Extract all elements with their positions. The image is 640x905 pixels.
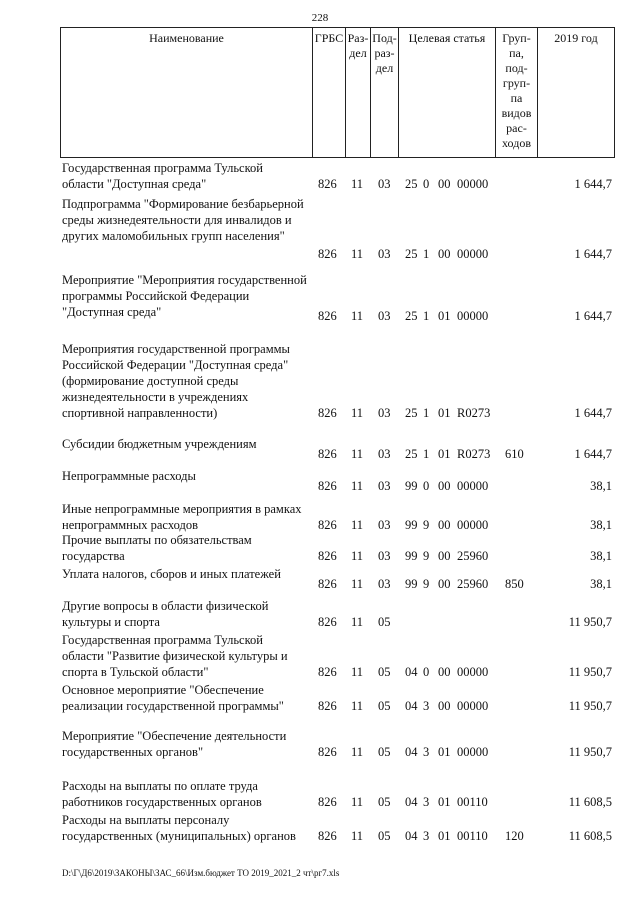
row-grbs: 826 (318, 549, 337, 563)
row-t3: 01 (438, 309, 451, 323)
row-amount: 11 950,7 (568, 745, 612, 759)
row-t1: 99 (405, 518, 418, 532)
row-grbs: 826 (318, 615, 337, 629)
row-t4: 00110 (457, 795, 488, 809)
row-t4: 00000 (457, 309, 489, 323)
row-name: Подпрограмма "Формирование безбарьерной среды жизнедеятельности для инвалидов и других маломобильных групп населения" (62, 197, 304, 243)
row-t4: 00110 (457, 829, 488, 843)
row-t4: 00000 (457, 518, 489, 532)
header-name: Наименование (60, 27, 312, 158)
row-podrazdel: 03 (378, 247, 391, 261)
row-amount: 11 950,7 (568, 615, 612, 629)
row-razdel: 11 (351, 699, 364, 713)
row-amount: 1 644,7 (574, 406, 612, 420)
row-razdel: 11 (351, 795, 364, 809)
row-razdel: 11 (351, 615, 364, 629)
row-grbs: 826 (318, 665, 337, 679)
row-amount: 38,1 (590, 577, 612, 591)
table-row (0, 196, 640, 262)
row-name: Субсидии бюджетным учреждениям (62, 437, 257, 451)
row-name: Прочие выплаты по обязательствам государства (62, 533, 252, 563)
row-name: Непрограммные расходы (62, 469, 196, 483)
table-row (0, 160, 640, 192)
table-row (0, 728, 640, 760)
page-number: 228 (311, 12, 329, 24)
row-t4: 00000 (457, 479, 489, 493)
row-name: Мероприятие "Обеспечение деятельности государственных органов" (62, 729, 287, 759)
row-t1: 99 (405, 549, 418, 563)
row-t2: 1 (423, 309, 430, 323)
table-row (0, 341, 640, 421)
row-t4: 25960 (457, 549, 489, 563)
row-razdel: 11 (351, 447, 364, 461)
row-razdel: 11 (351, 745, 364, 759)
row-podrazdel: 05 (378, 699, 391, 713)
row-name: Уплата налогов, сборов и иных платежей (62, 567, 281, 581)
row-t2: 3 (423, 699, 430, 713)
row-amount: 1 644,7 (574, 309, 612, 323)
row-t1: 04 (405, 795, 418, 809)
row-razdel: 11 (351, 549, 364, 563)
row-t2: 9 (423, 518, 430, 532)
row-podrazdel: 03 (378, 518, 391, 532)
row-t4: 25960 (457, 577, 489, 591)
row-t3: 01 (438, 447, 451, 461)
header-grbs: ГРБС (312, 27, 345, 158)
row-t3: 00 (438, 247, 451, 261)
row-razdel: 11 (351, 829, 364, 843)
row-t3: 00 (438, 665, 451, 679)
row-t3: 01 (438, 829, 451, 843)
row-podrazdel: 03 (378, 549, 391, 563)
file-path-footer: D:\Г\Д6\2019\ЗАКОНЫ\ЗАС_66\Изм.бюджет ТО 2019_2021_2 чт\рг7.xls (62, 868, 340, 878)
row-podrazdel: 03 (378, 577, 391, 591)
row-amount: 38,1 (590, 549, 612, 563)
table-row (0, 632, 640, 680)
header-year: 2019 год (537, 27, 615, 158)
row-t4: 00000 (457, 699, 489, 713)
row-t3: 00 (438, 699, 451, 713)
row-t3: 00 (438, 177, 451, 191)
row-t4: 00000 (457, 745, 489, 759)
row-t2: 9 (423, 549, 430, 563)
row-t2: 1 (423, 406, 430, 420)
table-row (0, 566, 640, 592)
row-t4: 00000 (457, 177, 489, 191)
table-row (0, 532, 640, 564)
row-t1: 04 (405, 665, 418, 679)
row-razdel: 11 (351, 665, 364, 679)
row-grbs: 826 (318, 745, 337, 759)
row-amount: 38,1 (590, 518, 612, 532)
row-t3: 01 (438, 406, 451, 420)
row-name: Основное мероприятие "Обеспечение реализации государственной программы" (62, 683, 284, 713)
row-podrazdel: 05 (378, 795, 391, 809)
row-group: 610 (505, 447, 524, 461)
row-t1: 99 (405, 577, 418, 591)
row-razdel: 11 (351, 406, 364, 420)
row-t2: 3 (423, 745, 430, 759)
row-amount: 38,1 (590, 479, 612, 493)
row-t2: 3 (423, 795, 430, 809)
row-t2: 3 (423, 829, 430, 843)
row-podrazdel: 03 (378, 177, 391, 191)
row-t1: 25 (405, 177, 418, 191)
row-group: 120 (505, 829, 524, 843)
row-name: Государственная программа Тульской области "Доступная среда" (62, 161, 263, 191)
row-t3: 01 (438, 795, 451, 809)
row-amount: 11 950,7 (568, 665, 612, 679)
row-grbs: 826 (318, 699, 337, 713)
row-podrazdel: 03 (378, 479, 391, 493)
row-podrazdel: 03 (378, 406, 391, 420)
table-row (0, 468, 640, 494)
row-amount: 11 950,7 (568, 699, 612, 713)
row-podrazdel: 05 (378, 829, 391, 843)
row-t3: 00 (438, 577, 451, 591)
row-grbs: 826 (318, 177, 337, 191)
row-grbs: 826 (318, 309, 337, 323)
row-grbs: 826 (318, 795, 337, 809)
row-grbs: 826 (318, 247, 337, 261)
row-razdel: 11 (351, 518, 364, 532)
row-t1: 25 (405, 406, 418, 420)
row-amount: 1 644,7 (574, 177, 612, 191)
row-t1: 04 (405, 699, 418, 713)
row-podrazdel: 05 (378, 615, 391, 629)
row-t3: 00 (438, 549, 451, 563)
row-t3: 01 (438, 745, 451, 759)
row-t2: 1 (423, 247, 430, 261)
row-t3: 00 (438, 518, 451, 532)
header-group: Груп- па, под- груп- па видов рас- ходов (495, 27, 537, 158)
row-podrazdel: 05 (378, 745, 391, 759)
table-row (0, 812, 640, 844)
row-name: Расходы на выплаты персоналу государственных (муниципальных) органов (62, 813, 296, 843)
row-t2: 0 (423, 479, 430, 493)
table-row (0, 682, 640, 714)
row-razdel: 11 (351, 177, 364, 191)
row-grbs: 826 (318, 518, 337, 532)
row-group: 850 (505, 577, 524, 591)
row-amount: 1 644,7 (574, 247, 612, 261)
row-t2: 0 (423, 177, 430, 191)
row-razdel: 11 (351, 577, 364, 591)
header-target-article: Целевая статья (398, 27, 495, 158)
row-t1: 25 (405, 447, 418, 461)
row-podrazdel: 05 (378, 665, 391, 679)
row-t3: 00 (438, 479, 451, 493)
row-t1: 04 (405, 829, 418, 843)
row-t4: 00000 (457, 665, 489, 679)
row-t4: R0273 (457, 447, 491, 461)
row-razdel: 11 (351, 309, 364, 323)
row-name: Государственная программа Тульской области "Развитие физической культуры и спорта в Тульской области" (62, 633, 288, 679)
row-name: Другие вопросы в области физической культуры и спорта (62, 599, 269, 629)
row-name: Иные непрограммные мероприятия в рамках непрограммных расходов (62, 502, 302, 532)
row-amount: 11 608,5 (568, 829, 612, 843)
row-amount: 1 644,7 (574, 447, 612, 461)
row-grbs: 826 (318, 479, 337, 493)
row-t1: 99 (405, 479, 418, 493)
row-grbs: 826 (318, 577, 337, 591)
row-t4: R0273 (457, 406, 491, 420)
table-row (0, 778, 640, 810)
row-grbs: 826 (318, 829, 337, 843)
row-t2: 1 (423, 447, 430, 461)
header-podrazdel: Под- раз- дел (370, 27, 398, 158)
row-t2: 0 (423, 665, 430, 679)
row-podrazdel: 03 (378, 309, 391, 323)
table-row (0, 501, 640, 533)
row-razdel: 11 (351, 247, 364, 261)
row-t1: 04 (405, 745, 418, 759)
row-razdel: 11 (351, 479, 364, 493)
row-podrazdel: 03 (378, 447, 391, 461)
row-grbs: 826 (318, 447, 337, 461)
row-t4: 00000 (457, 247, 489, 261)
row-grbs: 826 (318, 406, 337, 420)
header-razdel: Раз- дел (345, 27, 370, 158)
row-amount: 11 608,5 (568, 795, 612, 809)
table-row (0, 598, 640, 630)
table-row (0, 272, 640, 324)
row-name: Мероприятие "Мероприятия государственной программы Российской Федерации "Доступная среда" (62, 273, 307, 319)
row-name: Мероприятия государственной программы Российской Федерации "Доступная среда" (формирование доступной среды жизнедеятельности в учреждениях спортивной направленности) (62, 342, 290, 420)
row-t1: 25 (405, 309, 418, 323)
table-row (0, 436, 640, 462)
row-t1: 25 (405, 247, 418, 261)
row-name: Расходы на выплаты по оплате труда работников государственных органов (62, 779, 262, 809)
row-t2: 9 (423, 577, 430, 591)
